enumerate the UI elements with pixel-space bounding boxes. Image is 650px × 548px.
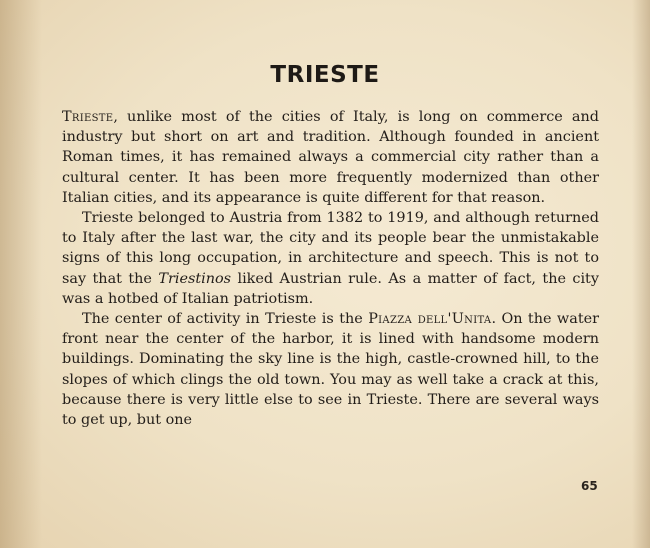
- lead-small-caps: Trieste: [62, 109, 114, 125]
- italic-term: Triestinos: [158, 270, 232, 287]
- page-title: TRIESTE: [270, 62, 380, 88]
- paragraph-3-text-after: . On the water front near the center of the harbor, it is lined with handsome modern buildings. Dominating the sky line is the high, castle-crowned hill, to the slopes of which clings the old town. You may as well take a crack at this, because there is very little else to see in Trieste. There are several ways to get up, but one: [62, 311, 600, 429]
- paragraph-2-text-after: liked Austrian rule. As a matter of fact, the city was a hotbed of Italian patriotism.: [62, 270, 599, 307]
- paragraph-2-text-before: Trieste belonged to Austria from 1382 to 1919, and although returned to Italy after the last war, the city and its people bear the unmistakable signs of this long occupation, in architecture and speech. This is not to say that the: [62, 210, 599, 287]
- paragraph-1-text: , unlike most of the cities of Italy, is long on commerce and industry but short on art and tradition. Although founded in ancient Roman times, it has remained always a commercial city rather than a cultural center. It has been more frequently modernized than other Italian cities, and its appearance is quite different for that reason.: [62, 109, 599, 206]
- page-number: 65: [581, 479, 598, 493]
- paragraph-3: [62, 309, 599, 430]
- place-name-small-caps: Piazza dell'Unita: [368, 311, 492, 328]
- body-text: [62, 107, 599, 430]
- paragraph-2: [62, 208, 599, 309]
- paragraph-1: [62, 107, 599, 208]
- paragraph-3-text-before: The center of activity in Trieste is the: [82, 311, 369, 328]
